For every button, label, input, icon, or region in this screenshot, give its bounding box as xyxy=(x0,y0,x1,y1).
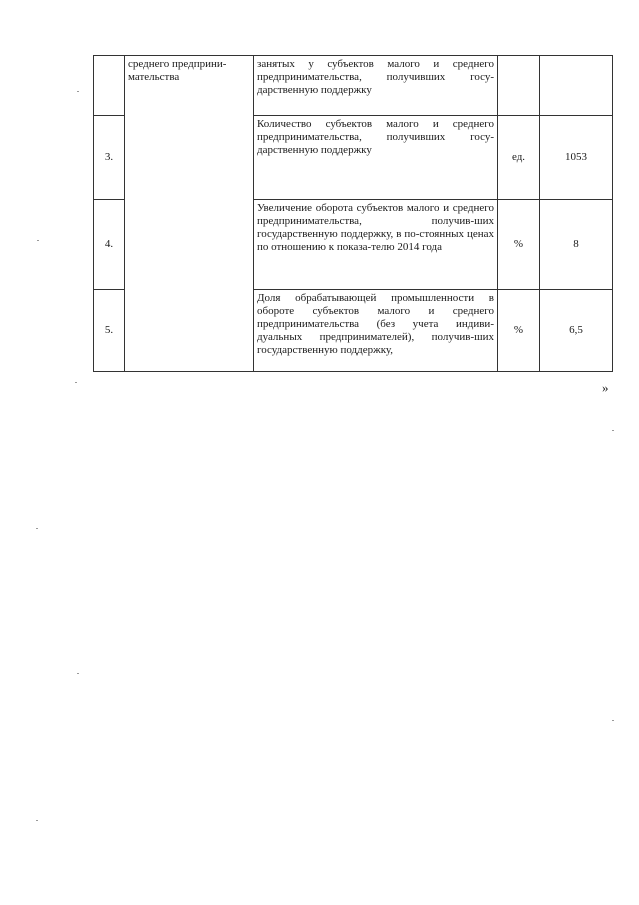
value-cell xyxy=(540,56,613,116)
unit-cell: % xyxy=(498,200,540,290)
value-cell: 8 xyxy=(540,200,613,290)
closing-quote: » xyxy=(602,380,609,395)
table-row xyxy=(94,56,613,116)
row-number: 3. xyxy=(94,116,125,200)
indicator-description: занятых у субъектов малого и среднего предпринимательства, получивших госу-дарственную поддержку xyxy=(254,56,498,116)
scan-speck xyxy=(77,91,79,92)
scan-speck xyxy=(37,240,39,241)
scan-speck xyxy=(36,528,38,529)
scan-speck xyxy=(36,820,38,821)
unit-cell: ед. xyxy=(498,116,540,200)
indicator-description: Увеличение оборота субъектов малого и среднего предпринимательства, получив-ших государственную поддержку, в по-стоянных ценах по отношению к показа-телю 2014 года xyxy=(254,200,498,290)
value-cell: 6,5 xyxy=(540,290,613,372)
indicator-description: Доля обрабатывающей промышленности в обороте субъектов малого и среднего предпринимательства (без учета индиви-дуальных предпринимателей), получив-ших государственную поддержку, xyxy=(254,290,498,372)
indicator-description: Количество субъектов малого и среднего предпринимательства, получивших госу-дарственную поддержку xyxy=(254,116,498,200)
indicators-table xyxy=(93,55,613,372)
row-number xyxy=(94,56,125,116)
goal-cell: среднего предприни- мательства xyxy=(125,56,254,372)
scan-speck xyxy=(75,382,77,383)
row-number: 5. xyxy=(94,290,125,372)
value-cell: 1053 xyxy=(540,116,613,200)
scan-speck xyxy=(612,720,614,721)
unit-cell xyxy=(498,56,540,116)
unit-cell: % xyxy=(498,290,540,372)
row-number: 4. xyxy=(94,200,125,290)
scan-speck xyxy=(77,673,79,674)
scan-speck xyxy=(612,430,614,431)
